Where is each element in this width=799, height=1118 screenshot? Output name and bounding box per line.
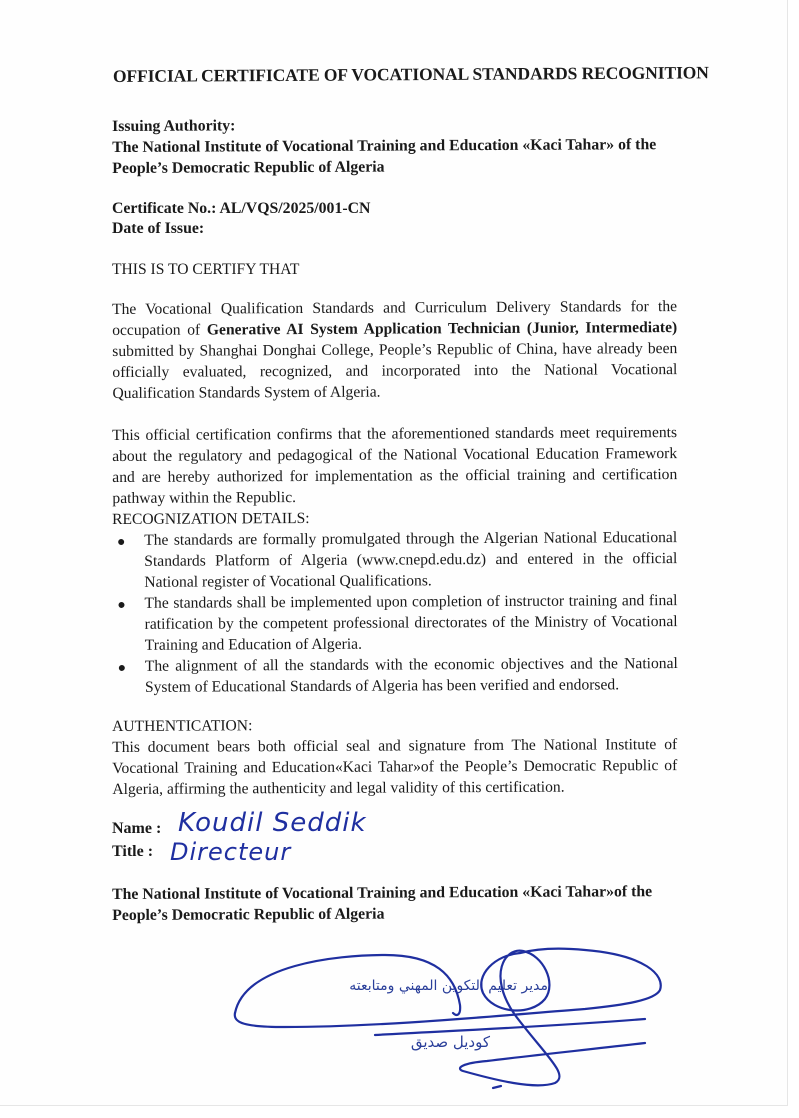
recognition-details (112, 506, 678, 698)
issuing-authority-line1: The National Institute of Vocational Training and Education «Kaci Tahar» of the (112, 136, 657, 156)
paragraph1-before: The Vocational Qualification Standards and Curriculum Delivery Standards for the occupation of (112, 298, 678, 339)
recognition-item: The standards shall be implemented upon completion of instructor training and final ratification by the competent professional directorates of the Ministry of Vocational Training and Education of Algeria. (112, 590, 677, 656)
paragraph1-after: submitted by Shanghai Donghai College, People’s Republic of China, have already been officially evaluated, recognized, and incorporated into the National Vocational Qualification Standards System of Algeria. (112, 340, 678, 402)
stamp-arabic-title: مدير تعليم التكوين المهني ومتابعته (349, 978, 548, 994)
signatory-title-handwritten: Directeur (170, 838, 292, 866)
certificate-number-row (112, 199, 677, 219)
authorization-paragraph: This official certification confirms that the aforementioned standards meet requirements about the regulatory and pedagogical of the National Vocational Education Framework and are hereby authorized for implementation as the official training and certification pathway within the Republic. (112, 424, 678, 507)
authentication-heading: AUTHENTICATION: (112, 717, 253, 735)
issuing-authority-label: Issuing Authority: (112, 117, 236, 135)
certificate-meta (112, 199, 677, 239)
recognition-details-list (112, 527, 678, 698)
stamp-arabic-name: كوديل صديق (410, 1033, 490, 1051)
certificate-number-label: Certificate No.: (112, 200, 217, 217)
recognition-details-heading: RECOGNIZATION DETAILS: (112, 509, 310, 528)
occupation-name: Generative AI System Application Technician (Junior, Intermediate) (206, 319, 678, 339)
footer-institution-line2: People’s Democratic Republic of Algeria (112, 905, 385, 924)
recognition-item: The standards are formally promulgated through the Algerian National Educational Standards Platform of Algeria (www.cnepd.edu.dz) and entered in the official National register of Vocational Qualifications. (112, 527, 677, 593)
footer-institution-line1: The National Institute of Vocational Training and Education «Kaci Tahar»of the (112, 883, 653, 903)
authentication-text: This document bears both official seal and signature from The National Institute of Vocational Training and Education«Kaci Tahar»of the People’s Democratic Republic of Algeria, affirming the authenticity and legal validity of this certification. (112, 736, 678, 798)
issuing-authority-line2: People’s Democratic Republic of Algeria (112, 158, 385, 177)
certify-heading: THIS IS TO CERTIFY THAT (112, 261, 300, 278)
signatory-name-label: Name : (112, 820, 162, 837)
issuing-authority (112, 113, 677, 179)
document-title: OFFICIAL CERTIFICATE OF VOCATIONAL STANDARDS RECOGNITION (112, 62, 709, 86)
footer-institution (112, 881, 677, 926)
authentication-section (112, 713, 677, 800)
signature-flourish-icon (225, 935, 675, 1095)
recognition-item: The alignment of all the standards with the economic objectives and the National System of Educational Standards of Algeria has been verified and endorsed. (113, 653, 678, 698)
signatory-name-handwritten: Koudil Seddik (178, 808, 367, 838)
date-of-issue-row (112, 219, 677, 239)
certification-paragraph (112, 296, 678, 404)
certificate-number-value: AL/VQS/2025/001-CN (219, 200, 371, 217)
signatory-title-label: Title : (112, 843, 154, 860)
date-of-issue-label: Date of Issue: (112, 220, 205, 237)
